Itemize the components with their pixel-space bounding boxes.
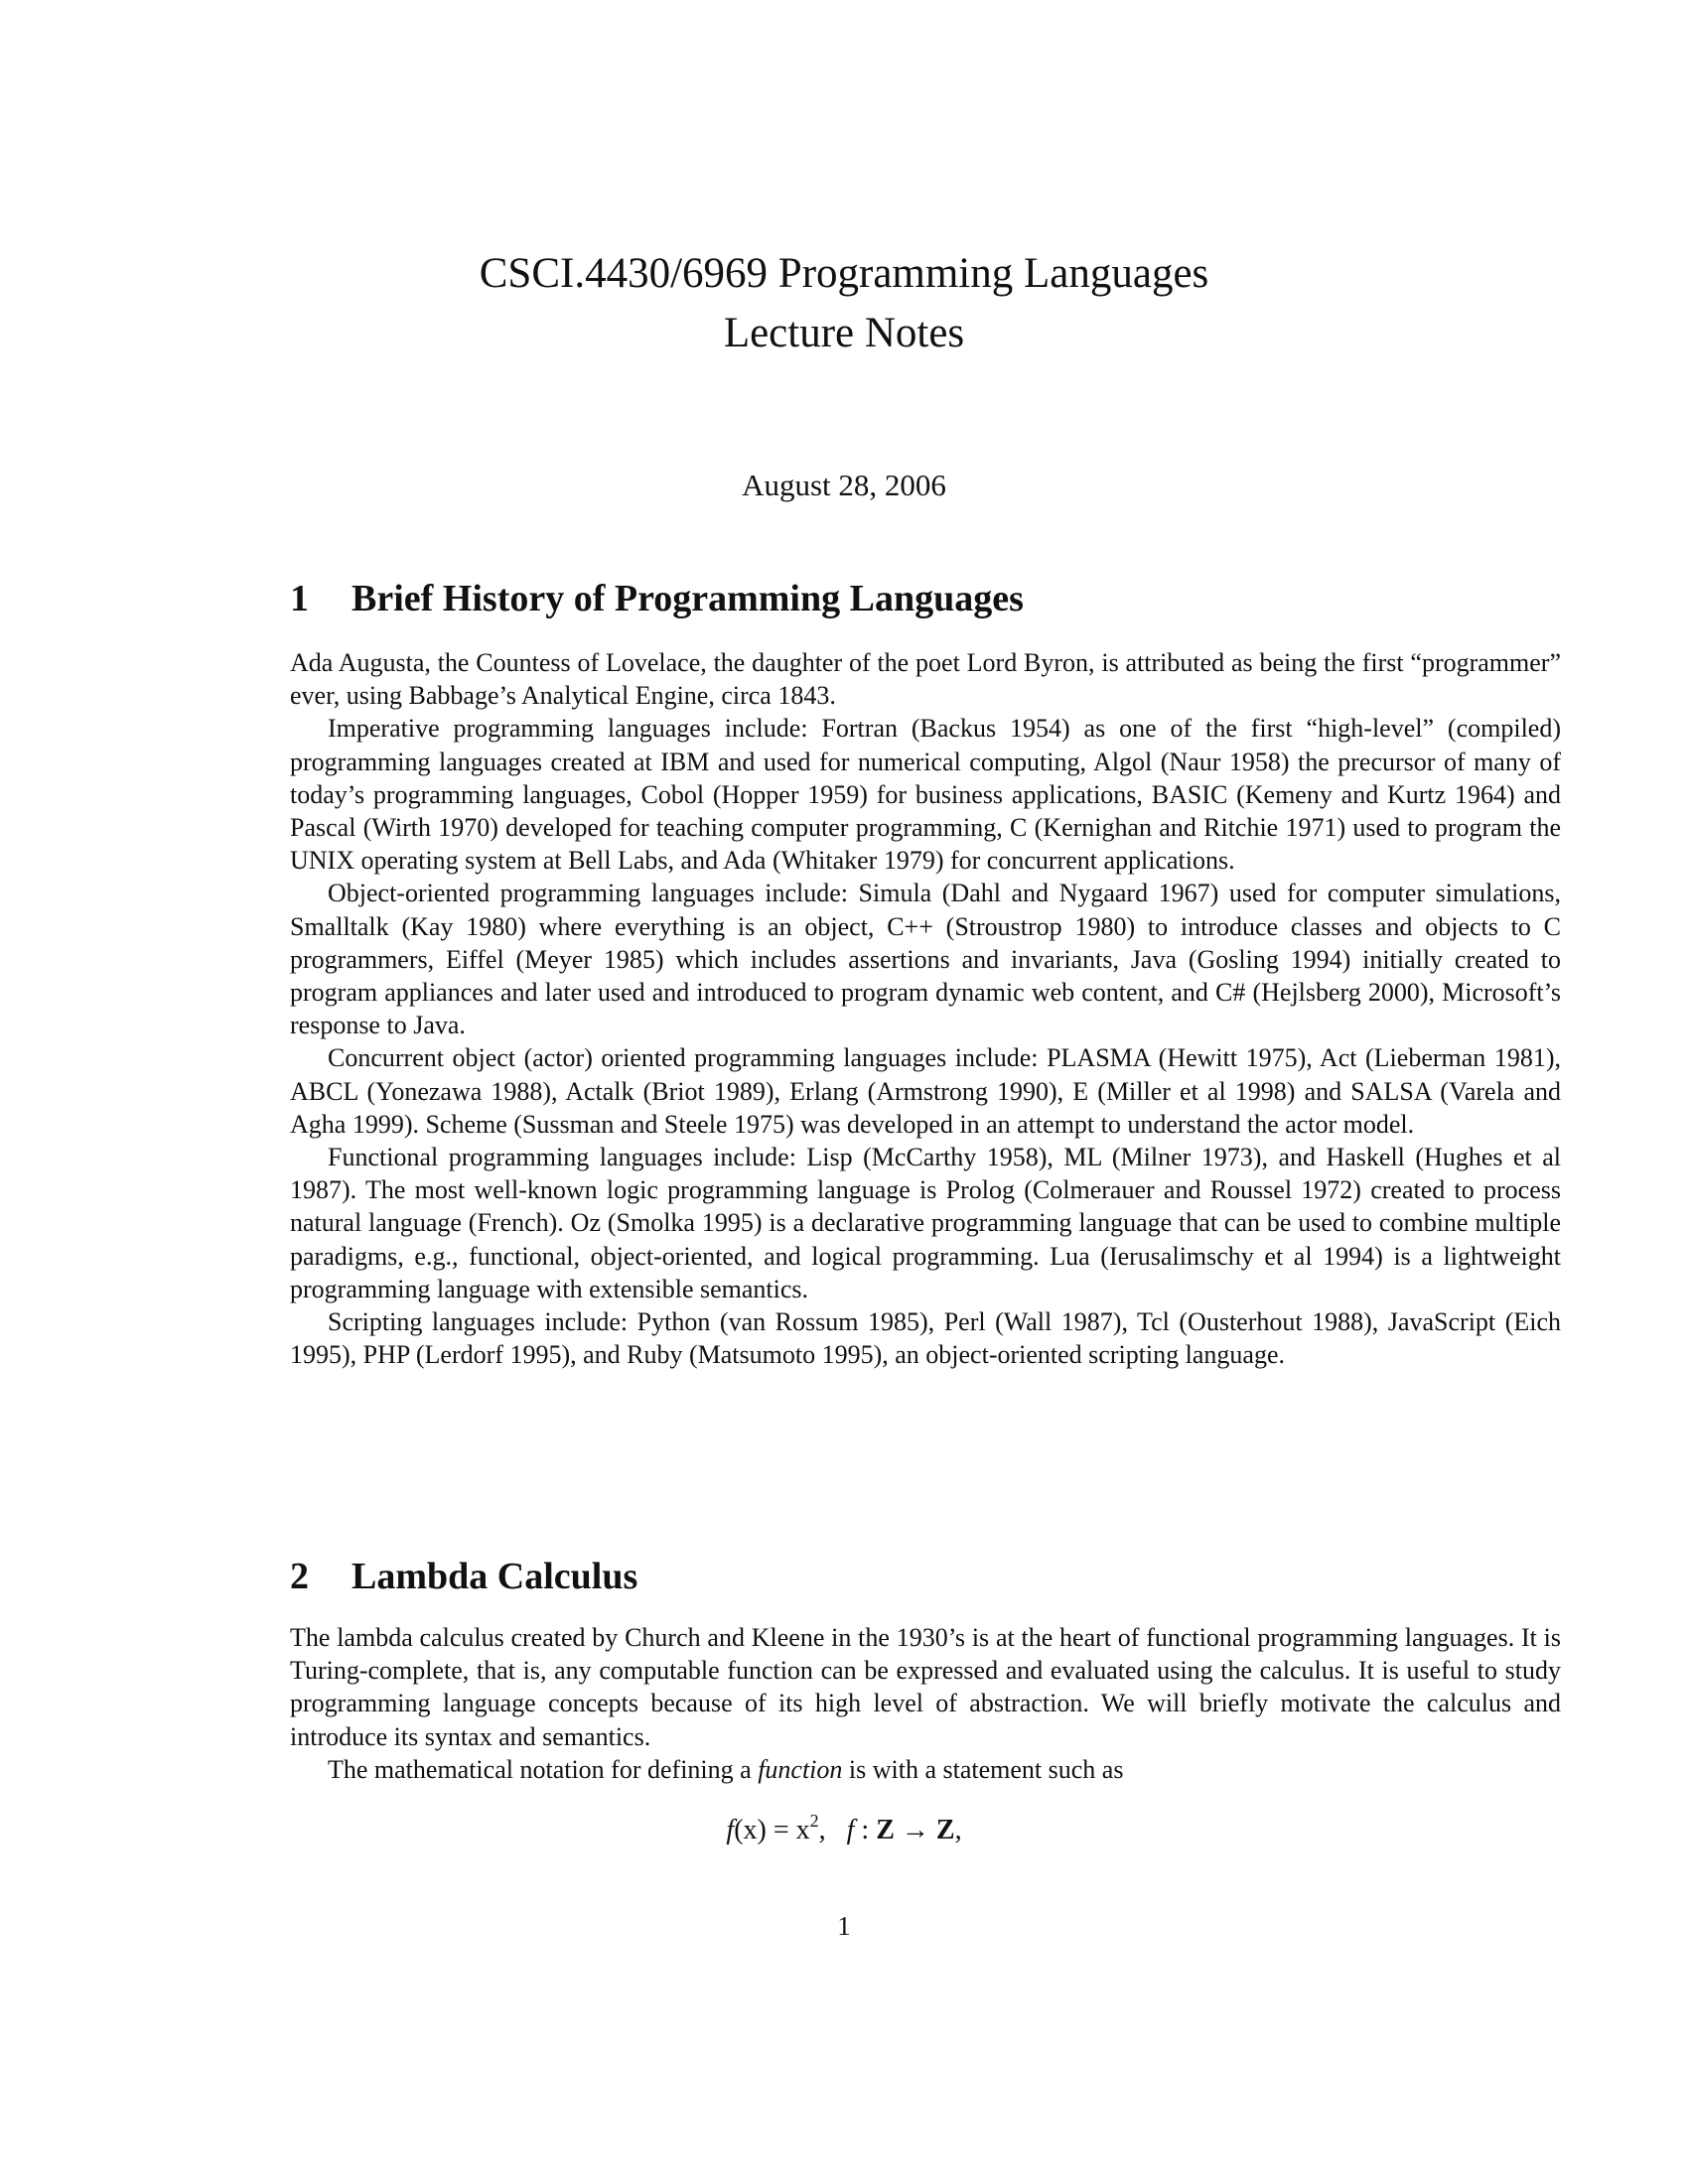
paragraph: Ada Augusta, the Countess of Lovelace, the daughter of the poet Lord Byron, is attributed as being the first “programmer” ever, using Babbage’s Analytical Engine, circa 1843. bbox=[290, 648, 1561, 711]
document-date: August 28, 2006 bbox=[742, 468, 946, 502]
document-title-line-2: Lecture Notes bbox=[723, 310, 965, 356]
paragraph: Concurrent object (actor) oriented programming languages include: PLASMA (Hewitt 1975), Act (Lieberman 1981), ABCL (Yonezawa 1988), Actalk (Briot 1989), Erlang (Armstrong 1990), E (Miller et al 1998) and SALSA (Varela and Agha 1999). Scheme (Sussman and Steele 1975) was developed in an attempt to understand the actor model. bbox=[290, 1043, 1561, 1139]
paragraph: Scripting languages include: Python (van Rossum 1985), Perl (Wall 1987), Tcl (Ousterhout 1988), JavaScript (Eich 1995), PHP (Lerdorf 1995), and Ruby (Matsumoto 1995), an object-oriented scripting language. bbox=[290, 1307, 1561, 1370]
eq-colon: : bbox=[854, 1815, 877, 1845]
paragraph: The lambda calculus created by Church and Kleene in the 1930’s is at the heart of functional programming languages. It is Turing-complete, that is, any computable function can be expressed and evaluated using the calculus. It is useful to study programming language concepts because of its high level of abstraction. We will briefly motivate the calculus and introduce its syntax and semantics. bbox=[290, 1623, 1561, 1751]
section-heading-1 bbox=[290, 580, 1024, 617]
section-1-body bbox=[290, 646, 1561, 1371]
section-number: 1 bbox=[290, 578, 309, 619]
section-title: Brief History of Programming Languages bbox=[352, 578, 1024, 619]
text-run: The mathematical notation for defining a bbox=[328, 1754, 759, 1784]
text-run: is with a statement such as bbox=[842, 1754, 1124, 1784]
eq-argument: (x) = x bbox=[734, 1815, 810, 1845]
paragraph bbox=[290, 1753, 1561, 1786]
eq-separator: , bbox=[818, 1815, 847, 1845]
section-heading-2 bbox=[290, 1558, 637, 1595]
emphasis-text: function bbox=[758, 1754, 843, 1784]
eq-signature-symbol: f bbox=[846, 1815, 855, 1845]
eq-arrow: → bbox=[894, 1815, 936, 1845]
display-equation bbox=[0, 1811, 1688, 1845]
eq-trailing-comma: , bbox=[954, 1815, 962, 1845]
paragraph: Object-oriented programming languages include: Simula (Dahl and Nygaard 1967) used for computer simulations, Smalltalk (Kay 1980) where everything is an object, C++ (Stroustrop 1980) to introduce classes and objects to C programmers, Eiffel (Meyer 1985) which includes assertions and invariants, Java (Gosling 1994) initially created to program appliances and later used and introduced to program dynamic web content, and C# (Hejlsberg 2000), Microsoft’s response to Java. bbox=[290, 879, 1561, 1040]
document-title-line-1: CSCI.4430/6969 Programming Languages bbox=[479, 250, 1209, 297]
eq-function-symbol: f bbox=[726, 1815, 735, 1845]
section-number: 2 bbox=[290, 1556, 309, 1597]
section-2-body bbox=[290, 1621, 1561, 1786]
paragraph: Imperative programming languages include: Fortran (Backus 1954) as one of the first “high-level” (compiled) programming languages created at IBM and used for numerical computing, Algol (Naur 1958) the precursor of many of today’s programming languages, Cobol (Hopper 1959) for business applications, BASIC (Kemeny and Kurtz 1964) and Pascal (Wirth 1970) developed for teaching computer programming, C (Kernighan and Ritchie 1971) used to program the UNIX operating system at Bell Labs, and Ada (Whitaker 1979) for concurrent applications. bbox=[290, 714, 1561, 876]
eq-exponent: 2 bbox=[809, 1811, 819, 1831]
eq-domain: Z bbox=[876, 1815, 895, 1845]
paragraph: Functional programming languages include: Lisp (McCarthy 1958), ML (Milner 1973), and Haskell (Hughes et al 1987). The most well-known logic programming language is Prolog (Colmerauer and Roussel 1972) created to process natural language (French). Oz (Smolka 1995) is a declarative programming language that can be used to combine multiple paradigms, e.g., functional, object-oriented, and logical programming. Lua (Ierusalimschy et al 1994) is a lightweight programming language with extensible semantics. bbox=[290, 1143, 1561, 1303]
eq-codomain: Z bbox=[935, 1815, 955, 1845]
section-title: Lambda Calculus bbox=[352, 1556, 638, 1597]
page-number: 1 bbox=[837, 1911, 851, 1941]
